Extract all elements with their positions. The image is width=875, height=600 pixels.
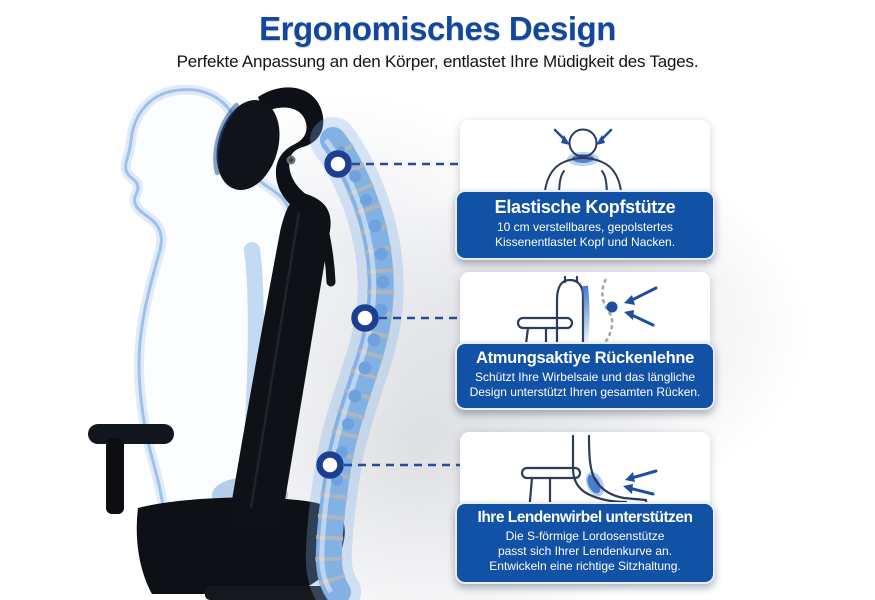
marker-backrest — [355, 308, 376, 329]
feature-banner — [455, 190, 715, 260]
feature-description: 10 cm verstellbares, gepolstertes Kissenentlastet Kopf und Nacken. — [494, 220, 676, 249]
feature-banner — [455, 342, 715, 410]
page-title: Ergonomisches Design — [259, 10, 616, 47]
marker-lumbar — [320, 455, 341, 476]
feature-title: Elastische Kopfstütze — [494, 197, 676, 217]
feature-description: Schützt Ihre Wirbelsaie und das längliche Design unterstützt Ihren gesamten Rücken. — [469, 370, 701, 399]
feature-title: Ihre Lendenwirbel unterstützen — [477, 509, 693, 526]
feature-card-backrest — [460, 272, 710, 410]
feature-title: Atmungsaktiye Rückenlehne — [475, 349, 695, 367]
feature-card-headrest — [460, 120, 710, 260]
lumbar-support-arrows-icon — [460, 434, 706, 512]
feature-description: Die S-förmige Lordosenstütze passt sich Ihrer Lendenkurve an. Entwickeln eine richtige Sitzhaltung. — [489, 529, 681, 573]
feature-banner — [455, 502, 715, 584]
spine-icon — [322, 140, 390, 592]
page-subtitle: Perfekte Anpassung an den Körper, entlastet Ihre Müdigkeit des Tages. — [176, 52, 699, 71]
backrest-spine-arrows-icon — [460, 274, 706, 352]
head-neck-arrows-icon — [460, 122, 706, 200]
marker-headrest — [328, 154, 349, 175]
feature-card-lumbar — [460, 432, 710, 584]
